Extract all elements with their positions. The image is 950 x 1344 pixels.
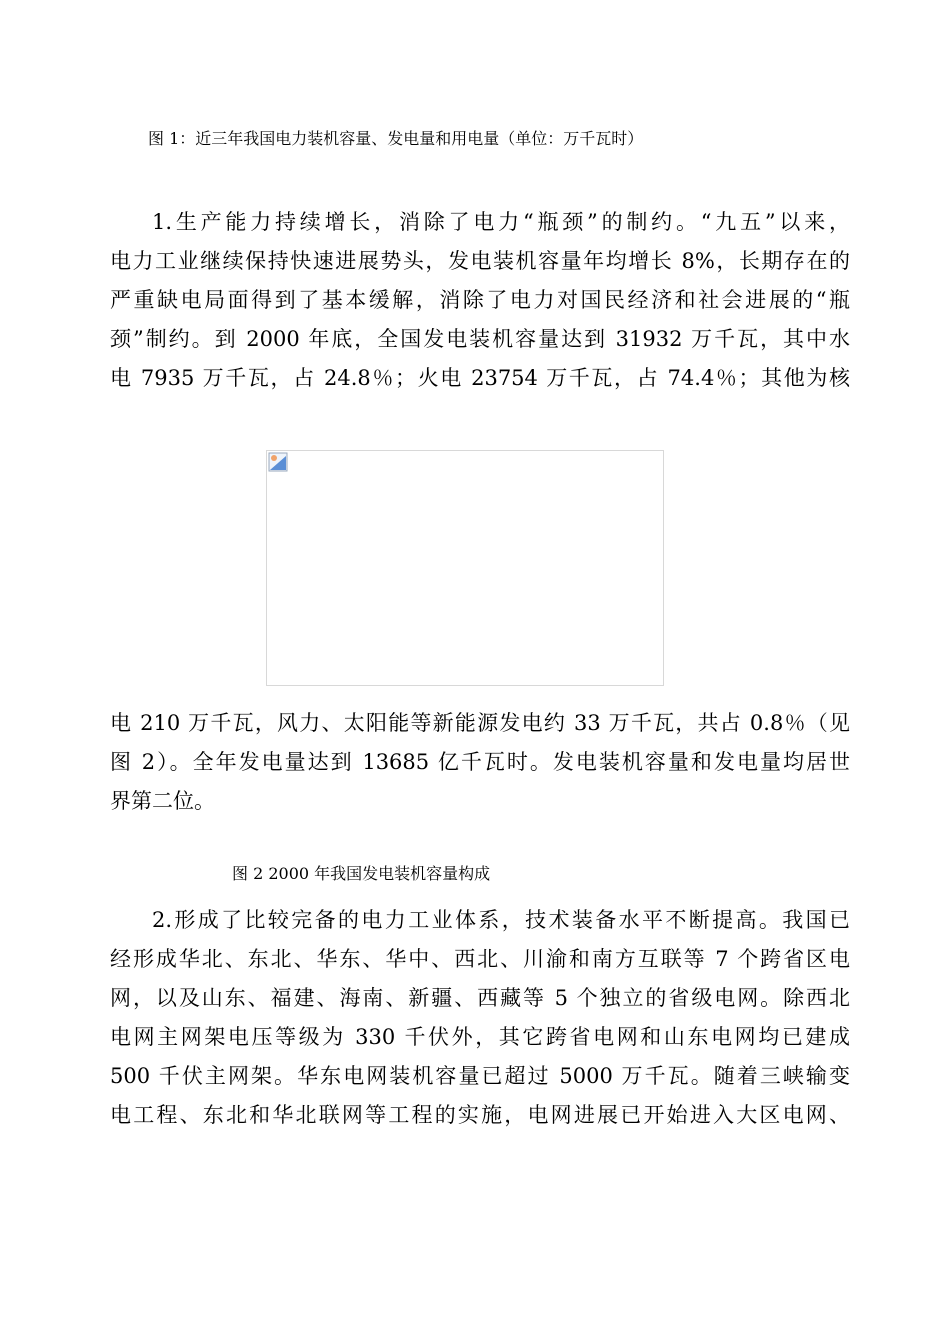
paragraph-line: 网，以及山东、福建、海南、新疆、西藏等 5 个独立的省级电网。除西北 [110,986,850,1010]
paragraph-2 [110,704,850,821]
paragraph-line: 电网主网架电压等级为 330 千伏外，其它跨省电网和山东电网均已建成 [110,1025,850,1049]
figure2-image-placeholder [266,450,664,686]
paragraph-1 [110,203,850,398]
paragraph-line: 2.形成了比较完备的电力工业体系，技术装备水平不断提高。我国已 [152,908,850,932]
paragraph-line: 1.生产能力持续增长，消除了电力“瓶颈”的制约。“九五”以来， [152,210,850,234]
paragraph-line: 电 210 万千瓦，风力、太阳能等新能源发电约 33 万千瓦，共占 0.8％（见 [110,711,850,735]
figure2-caption: 图 2 2000 年我国发电装机容量构成 [232,864,491,883]
paragraph-line: 电力工业继续保持快速进展势头，发电装机容量年均增长 8%，长期存在的 [110,249,850,273]
paragraph-line: 颈”制约。到 2000 年底，全国发电装机容量达到 31932 万千瓦，其中水 [110,327,850,351]
paragraph-line: 电工程、东北和华北联网等工程的实施，电网进展已开始进入大区电网、 [110,1103,850,1127]
paragraph-line: 电 7935 万千瓦，占 24.8％；火电 23754 万千瓦，占 74.4％；其他为核 [110,366,850,390]
paragraph-line: 界第二位。 [110,789,215,813]
broken-image-icon [268,452,288,472]
paragraph-line: 图 2）。全年发电量达到 13685 亿千瓦时。发电装机容量和发电量均居世 [110,750,850,774]
paragraph-line: 严重缺电局面得到了基本缓解，消除了电力对国民经济和社会进展的“瓶 [110,288,850,312]
paragraph-3 [110,901,850,1135]
paragraph-line: 经形成华北、东北、华东、华中、西北、川渝和南方互联等 7 个跨省区电 [110,947,850,971]
paragraph-line: 500 千伏主网架。华东电网装机容量已超过 5000 万千瓦。随着三峡输变 [110,1064,850,1088]
figure1-caption: 图 1：近三年我国电力装机容量、发电量和用电量（单位：万千瓦时） [148,129,644,148]
